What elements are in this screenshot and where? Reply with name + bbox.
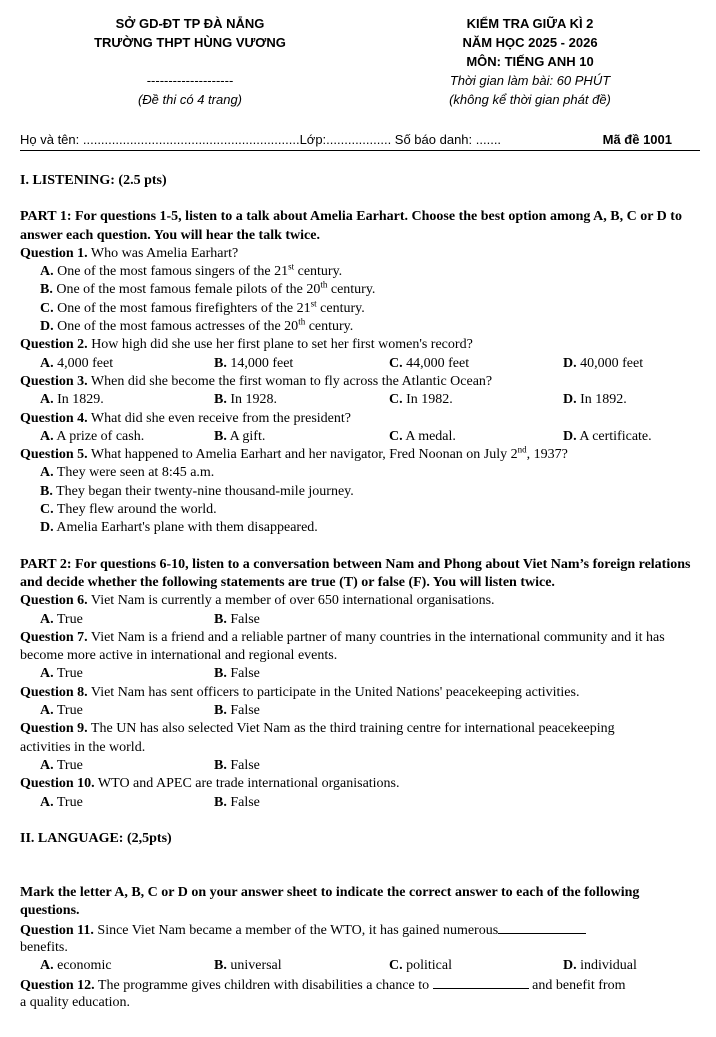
option-1b: B. One of the most famous female pilots of the 20th century. [40,279,376,298]
option-2c: C. 44,000 feet [389,355,470,371]
option-1c: C. One of the most famous firefighters of the 21st century. [40,298,365,316]
time-note: (không kể thời gian phát đề) [449,92,611,107]
school-name: TRƯỜNG THPT HÙNG VƯƠNG [94,35,286,50]
question-9: Question 9. The UN has also selected Viet Nam as the third training centre for international peacekeeping activities in the world. [20,721,615,755]
option-5a: A. They were seen at 8:45 a.m. [40,465,215,481]
question-4: Question 4. What did she even receive from the president? [20,410,351,426]
option-2a: A. 4,000 feet [40,355,114,371]
option-4c: C. A medal. [389,428,456,444]
option-2d: D. 40,000 feet [563,355,644,371]
option-11b: B. universal [214,958,282,974]
option-11c: C. political [389,958,453,974]
header-right [400,14,660,109]
question-10: Question 10. WTO and APEC are trade international organisations. [20,776,400,792]
option-4b: B. A gift. [214,428,266,444]
page-count-note: (Đề thi có 4 trang) [137,92,243,107]
option-1a: A. One of the most famous singers of the 21st century. [40,261,343,280]
option-5d: D. Amelia Earhart's plane with them disappeared. [40,520,318,536]
question-2: Question 2. How high did she use her first plane to set her first women's record? [20,337,473,353]
question-1: Question 1. Who was Amelia Earhart? [20,245,239,261]
option-4a: A. A prize of cash. [40,428,145,444]
question-3: Question 3. When did she become the first woman to fly across the Atlantic Ocean? [20,373,493,389]
options-3 [20,391,700,409]
option-7-false: B. False [214,666,260,682]
options-8 [20,702,700,720]
question-11: Question 11. Since Viet Nam became a member of the WTO, it has gained numerous [20,921,700,939]
time-allowed: Thời gian làm bài: 60 PHÚT [449,73,611,88]
options-11 [20,957,700,975]
option-6-false: B. False [214,611,260,627]
options-6 [20,611,700,629]
option-9-true: A. True [40,757,83,773]
options-7 [20,665,700,683]
option-11d: D. individual [563,958,637,974]
option-8-true: A. True [40,703,83,719]
option-1d: D. One of the most famous actresses of the 20th century. [40,316,354,335]
question-7: Question 7. Viet Nam is a friend and a reliable partner of many countries in the international community and it has become more active in international and regional events. [20,629,665,664]
section-listening: I. LISTENING: (2.5 pts) [20,173,167,188]
header-rule [20,150,700,151]
student-fields: Họ và tên: ............................................................Lớp:.................. Số báo danh: ....... [20,132,502,147]
option-2b: B. 14,000 feet [214,355,294,371]
part1-instructions: PART 1: For questions 1-5, listen to a talk about Amelia Earhart. Choose the best option among A, B, C or D to answer each question. You will hear the talk twice. [20,209,682,243]
student-info-line [20,131,700,149]
subject: MÔN: TIẾNG ANH 10 [466,54,594,69]
exam-title: KIỂM TRA GIỮA KÌ 2 [466,16,594,31]
school-year: NĂM HỌC 2025 - 2026 [462,35,598,50]
exam-code: Mã đề 1001 [602,132,672,147]
option-3a: A. In 1829. [40,392,104,408]
department-name: SỞ GD-ĐT TP ĐÀ NẴNG [115,16,265,31]
answer-blank [498,921,586,934]
option-8-false: B. False [214,703,260,719]
question-12-cont: a quality education. [20,994,131,1010]
option-5b: B. They began their twenty-nine thousand-mile journey. [40,483,354,499]
question-6: Question 6. Viet Nam is currently a member of over 650 international organisations. [20,593,495,609]
option-3b: B. In 1928. [214,392,278,408]
answer-blank [433,976,529,989]
option-4d: D. A certificate. [563,428,652,444]
option-5c: C. They flew around the world. [40,502,217,518]
question-11-cont: benefits. [20,939,68,955]
options-10 [20,794,700,812]
option-3d: D. In 1892. [563,392,627,408]
option-9-false: B. False [214,757,260,773]
divider-dashes: -------------------- [146,73,234,88]
question-12: Question 12. The programme gives children with disabilities a chance to and benefit from [20,977,626,993]
options-9 [20,757,700,775]
option-6-true: A. True [40,611,83,627]
option-10-true: A. True [40,794,83,810]
header-left [60,14,320,109]
option-11a: A. economic [40,958,112,974]
language-instructions: Mark the letter A, B, C or D on your answer sheet to indicate the correct answer to each of the following questions. [20,885,640,919]
options-2 [20,355,700,373]
option-10-false: B. False [214,794,260,810]
exam-content [20,172,700,1012]
question-5: Question 5. What happened to Amelia Earhart and her navigator, Fred Noonan on July 2nd, 1937? [20,444,568,463]
options-4 [20,428,700,446]
option-7-true: A. True [40,666,83,682]
question-8: Question 8. Viet Nam has sent officers to participate in the United Nations' peacekeeping activities. [20,684,580,700]
part2-instructions: PART 2: For questions 6-10, listen to a conversation between Nam and Phong about Viet Nam’s foreign relations and decide whether the following statements are true (T) or false (F). You will listen twice. [20,556,691,590]
section-language: II. LANGUAGE: (2,5pts) [20,830,172,846]
option-3c: C. In 1982. [389,392,453,408]
